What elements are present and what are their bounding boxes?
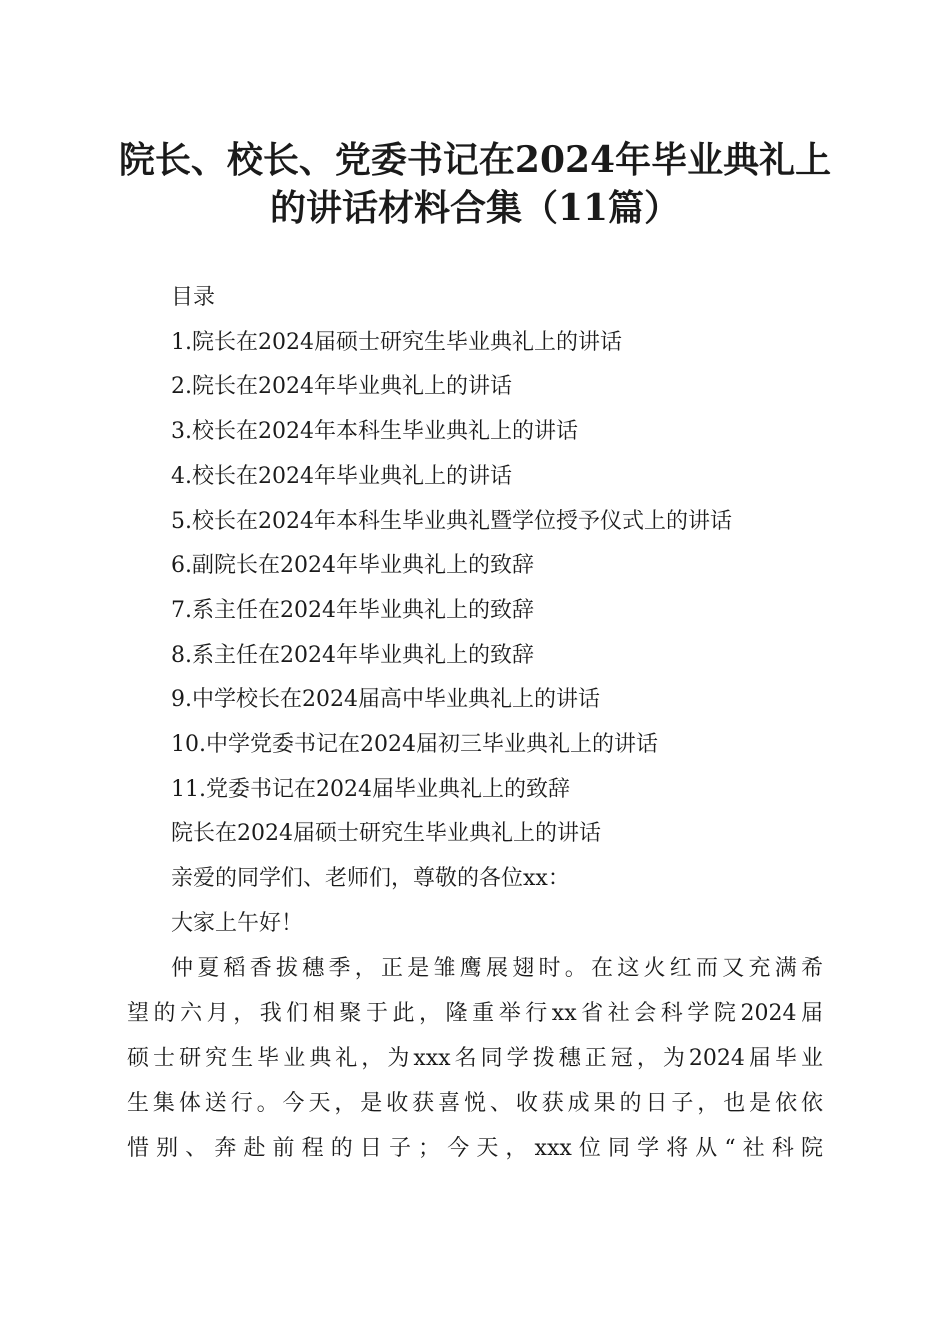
- toc-item-1: 1.院长在2024届硕士研究生毕业典礼上的讲话: [171, 329, 622, 355]
- toc-item-4: 4.校长在2024年毕业典礼上的讲话: [171, 463, 512, 489]
- toc-heading: 目录: [171, 285, 216, 310]
- toc-item-9: 9.中学校长在2024届高中毕业典礼上的讲话: [171, 687, 600, 713]
- document-title: [100, 136, 850, 232]
- speech-heading: 院长在2024届硕士研究生毕业典礼上的讲话: [171, 821, 601, 847]
- paragraph-line-4: 生集体送行。今天，是收获喜悦、收获成果的日子，也是依依: [127, 1091, 823, 1116]
- toc-item-6: 6.副院长在2024年毕业典礼上的致辞: [171, 553, 534, 579]
- toc-item-2: 2.院长在2024年毕业典礼上的讲话: [171, 374, 512, 400]
- toc-item-10: 10.中学党委书记在2024届初三毕业典礼上的讲话: [171, 732, 658, 758]
- paragraph-line-2: 望的六月，我们相聚于此，隆重举行xx省社会科学院2024届: [127, 1001, 823, 1026]
- paragraph-line-3: 硕士研究生毕业典礼，为xxx名同学拨穗正冠，为2024届毕业: [127, 1046, 823, 1071]
- table-of-contents: [171, 276, 831, 947]
- toc-item-7: 7.系主任在2024年毕业典礼上的致辞: [171, 597, 534, 623]
- speech-greeting: 大家上午好！: [171, 910, 304, 936]
- toc-item-8: 8.系主任在2024年毕业典礼上的致辞: [171, 642, 534, 668]
- toc-item-11: 11.党委书记在2024届毕业典礼上的致辞: [171, 776, 570, 802]
- paragraph-line-1: 仲夏稻香拔穗季，正是雏鹰展翅时。在这火红而又充满希: [171, 956, 823, 981]
- speech-paragraph: [127, 946, 823, 1171]
- title-line-1: 院长、校长、党委书记在2024年毕业典礼上: [118, 139, 832, 181]
- speech-salutation: 亲爱的同学们、老师们，尊敬的各位xx：: [171, 866, 570, 892]
- title-line-2: 的讲话材料合集（11篇）: [269, 187, 681, 229]
- toc-item-5: 5.校长在2024年本科生毕业典礼暨学位授予仪式上的讲话: [171, 508, 732, 534]
- paragraph-line-5: 惜别、奔赴前程的日子；今天，xxx位同学将从“社科院: [127, 1136, 823, 1161]
- toc-item-3: 3.校长在2024年本科生毕业典礼上的讲话: [171, 419, 578, 445]
